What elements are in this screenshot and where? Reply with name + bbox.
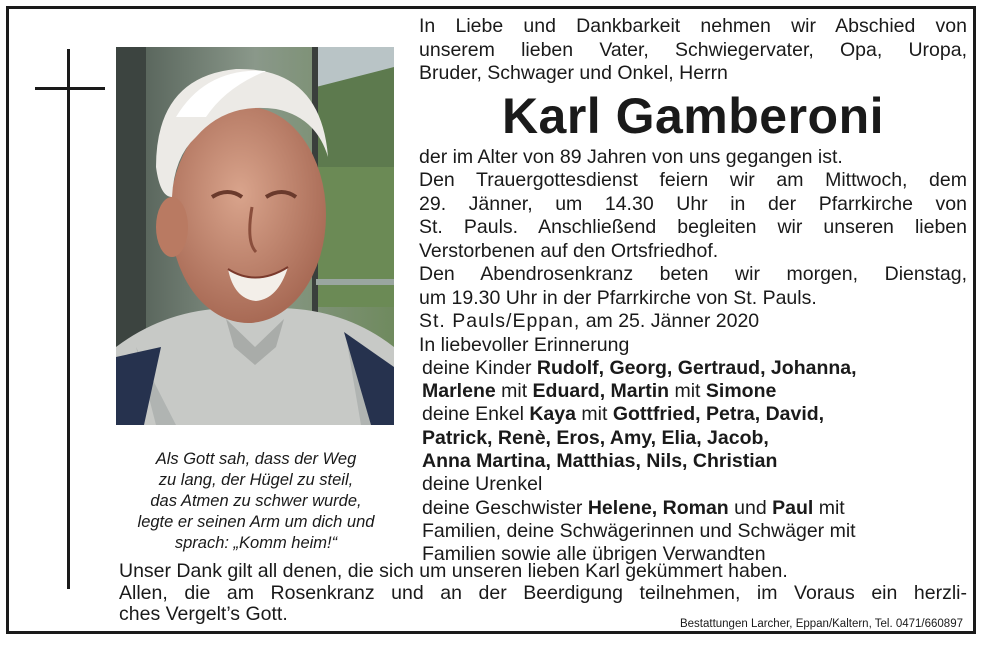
great-grandchildren-line: deine Urenkel bbox=[422, 473, 543, 496]
connector: mit bbox=[674, 380, 701, 403]
body-line: Den Abendrosenkranz beten wir morgen, Dienstag, bbox=[419, 263, 967, 285]
siblings-line: Familien sowie alle übrigen Verwandten bbox=[422, 543, 766, 566]
body-line: 29. Jänner, um 14.30 Uhr in der Pfarrkirche von bbox=[419, 192, 967, 215]
sibling-names: Helene, Roman bbox=[587, 496, 729, 519]
children-prefix: deine Kinder bbox=[422, 356, 532, 379]
connector: mit bbox=[581, 403, 608, 426]
grandchild-name: Kaya bbox=[529, 403, 576, 426]
grandchildren-line bbox=[419, 450, 967, 473]
siblings-line bbox=[419, 497, 967, 520]
intro-line: Bruder, Schwager und Onkel, Herrn bbox=[419, 62, 728, 84]
child-name: Eduard, Martin bbox=[532, 380, 670, 403]
grandchild-names: Anna Martina, Matthias, Nils, Christian bbox=[422, 449, 778, 472]
poem-line: zu lang, der Hügel zu steil, bbox=[158, 471, 354, 489]
children-line bbox=[419, 380, 967, 403]
child-name: Marlene bbox=[422, 380, 496, 403]
grandchild-names: Gottfried, Petra, David, bbox=[612, 403, 825, 426]
connector: und bbox=[734, 496, 767, 519]
obituary-notice bbox=[6, 6, 976, 634]
deceased-name: Karl Gamberoni bbox=[501, 87, 885, 144]
place: St. Pauls/Eppan, bbox=[419, 310, 581, 332]
date: am 25. Jänner 2020 bbox=[585, 310, 760, 332]
body-line: St. Pauls. Anschließend begleiten wir unseren lieben bbox=[419, 216, 967, 238]
body-line: Den Trauergottesdienst feiern wir am Mittwoch, dem bbox=[419, 169, 967, 191]
place-date-line bbox=[419, 310, 967, 334]
connector: mit bbox=[501, 380, 528, 403]
thanks-line: Allen, die am Rosenkranz und an der Beerdigung teilnehmen, im Voraus ein herzli- bbox=[119, 581, 967, 604]
sibling-name: Paul bbox=[772, 496, 814, 519]
grandchildren-prefix: deine Enkel bbox=[422, 403, 524, 426]
poem-line: legte er seinen Arm um dich und bbox=[137, 513, 375, 531]
thanks-text bbox=[119, 561, 967, 626]
cross-icon-horizontal bbox=[35, 87, 105, 90]
grandchildren-line bbox=[419, 403, 967, 426]
thanks-line: Unser Dank gilt all denen, die sich um unseren lieben Karl gekümmert haben. bbox=[119, 560, 788, 582]
children-names: Rudolf, Georg, Gertraud, Johanna, bbox=[536, 356, 857, 379]
child-name: Simone bbox=[705, 380, 777, 403]
body-line: um 19.30 Uhr in der Pfarrkirche von St. Pauls. bbox=[419, 286, 817, 309]
poem-line: sprach: „Komm heim!“ bbox=[174, 534, 338, 552]
grandchild-names: Patrick, Renè, Eros, Amy, Elia, Jacob, bbox=[422, 426, 769, 449]
thanks-line: ches Vergelt’s Gott. bbox=[119, 603, 288, 625]
undertaker-info: Bestattungen Larcher, Eppan/Kaltern, Tel. 0471/660897 bbox=[679, 618, 963, 630]
body-line: der im Alter von 89 Jahren von uns gegangen ist. bbox=[419, 145, 843, 168]
intro-line: unserem lieben Vater, Schwiegervater, Opa, Uropa, bbox=[419, 38, 967, 61]
memory-line: In liebevoller Erinnerung bbox=[419, 333, 630, 356]
siblings-prefix: deine Geschwister bbox=[422, 496, 583, 519]
poem bbox=[111, 449, 401, 554]
body-line: Verstorbenen auf den Ortsfriedhof. bbox=[419, 239, 719, 262]
portrait-photo bbox=[116, 47, 394, 425]
children-line bbox=[419, 357, 967, 380]
grandchildren-line bbox=[419, 427, 967, 450]
family-list bbox=[419, 334, 967, 567]
cross-icon-vertical bbox=[67, 49, 70, 589]
connector: mit bbox=[818, 496, 845, 519]
poem-line: das Atmen zu schwer wurde, bbox=[150, 492, 362, 510]
intro-line: In Liebe und Dankbarkeit nehmen wir Abschied von bbox=[419, 15, 967, 37]
main-text bbox=[419, 15, 967, 566]
siblings-line: Familien, deine Schwägerinnen und Schwäger mit bbox=[422, 519, 856, 542]
poem-line: Als Gott sah, dass der Weg bbox=[155, 450, 357, 468]
